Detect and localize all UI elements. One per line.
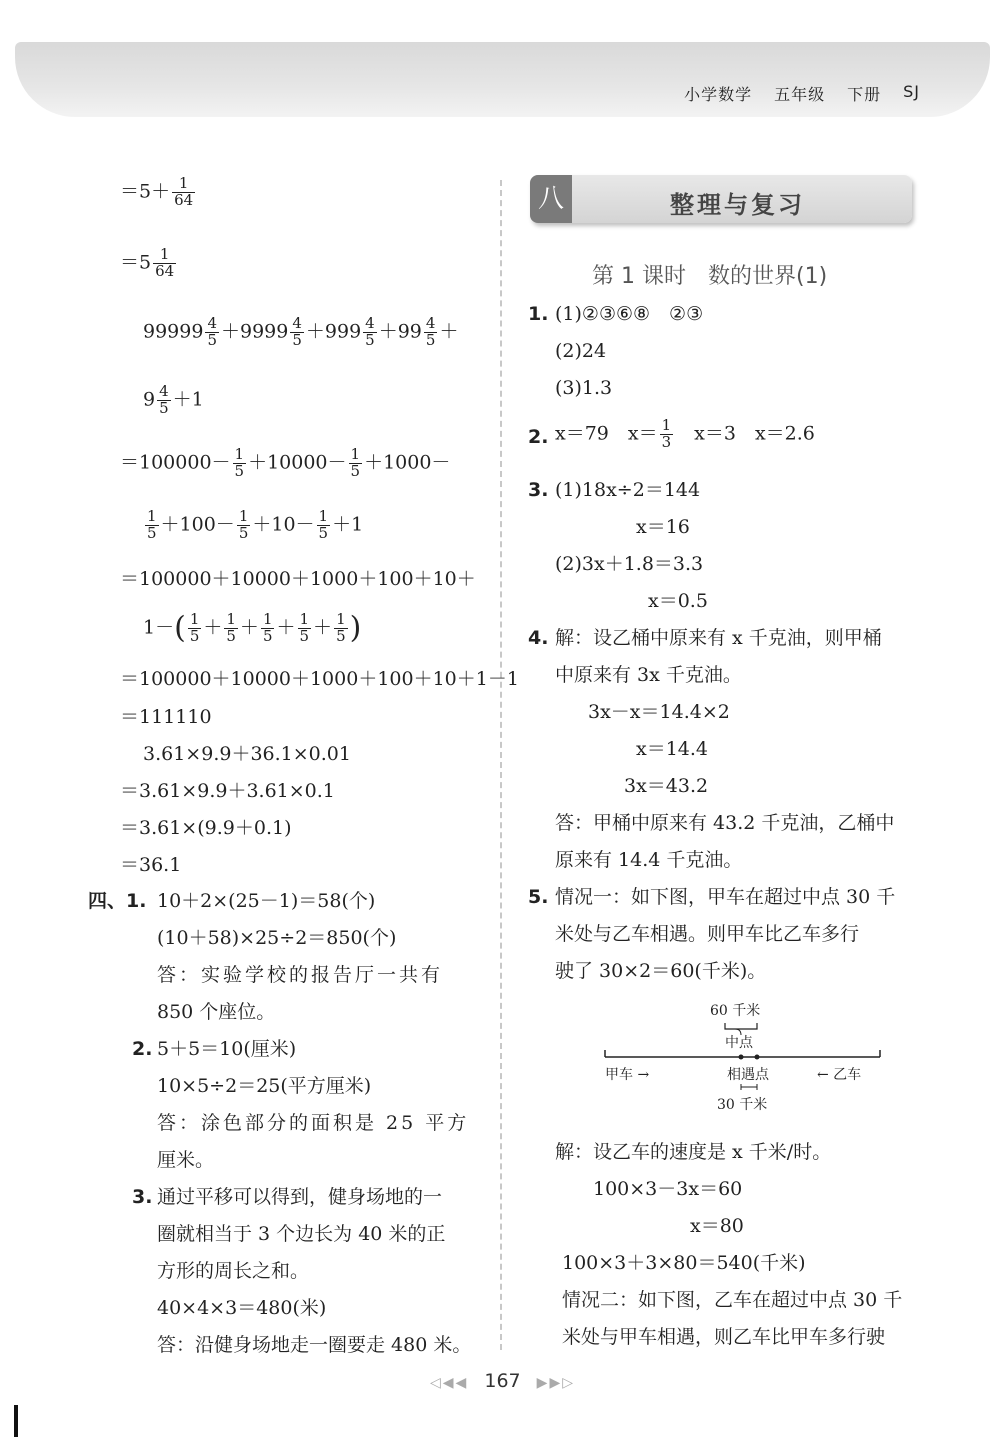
distance-diagram <box>595 995 895 1125</box>
r1-line-a: (1)②③⑥⑧ ②③ <box>555 303 704 325</box>
diagram-right-label: ← 乙车 <box>817 1067 862 1083</box>
q4-2-label: 2. <box>132 1038 153 1060</box>
r4-answer-cont: 原来有 14.4 千克油。 <box>555 849 743 871</box>
r-question-5-label: 5. <box>528 886 549 908</box>
diagram-bottom-marker <box>741 1084 757 1090</box>
section-number: 八 <box>530 175 572 223</box>
diagram-top-bracket <box>725 1023 757 1029</box>
diagram-top-label: 60 千米 <box>710 1003 761 1019</box>
diagram-mid-label: 中点 <box>725 1035 753 1051</box>
calc-line-4: 9 $\frac{4}{5}$ ＋1 <box>143 382 204 417</box>
calc-line-9: ＝100000＋10000＋1000＋100＋10＋1－1 <box>120 668 519 690</box>
r3-line-a: (1)18x÷2＝144 <box>555 479 701 501</box>
section-title: 整理与复习 <box>670 191 805 219</box>
r3-line-b: x＝16 <box>636 516 690 538</box>
r3-line-c: (2)3x＋1.8＝3.3 <box>555 553 704 575</box>
calc-line-10: ＝111110 <box>120 706 212 728</box>
q4-3-line-d: 40×4×3＝480(米) <box>157 1297 327 1319</box>
q4-2-answer-cont: 厘米。 <box>157 1149 215 1171</box>
margin-bar <box>14 1405 18 1437</box>
r5-line-f: x＝80 <box>690 1215 744 1237</box>
calc-line-2: ＝5 $\frac{1}{64}$ <box>120 245 175 280</box>
r-question-3-label: 3. <box>528 479 549 501</box>
r5-line-a: 情况一：如下图，甲车在超过中点 30 千 <box>555 886 896 908</box>
r5-line-d: 解：设乙车的速度是 x 千米/时。 <box>555 1141 832 1163</box>
r4-line-e: 3x＝43.2 <box>624 775 709 797</box>
r5-line-g: 100×3＋3×80＝540(千米) <box>562 1252 806 1274</box>
diagram-meet-label: 相遇点 <box>727 1067 769 1083</box>
header-info <box>684 82 920 105</box>
r5-line-e: 100×3－3x＝60 <box>593 1178 743 1200</box>
r-question-2-label: 2. <box>528 426 549 448</box>
r-question-1-label: 1. <box>528 303 549 325</box>
calc-line-11: 3.61×9.9＋36.1×0.01 <box>143 743 351 765</box>
diagram-meeting-dot <box>755 1055 760 1060</box>
header-edition: SJ <box>903 82 920 101</box>
r4-answer: 答：甲桶中原来有 43.2 千克油，乙桶中 <box>555 812 895 834</box>
page-number: 167 <box>484 1370 521 1392</box>
q4-2-answer: 答：涂色部分的面积是 25 平方 <box>157 1112 470 1134</box>
question-4-label: 四、1. <box>88 890 147 912</box>
r-question-4-label: 4. <box>528 627 549 649</box>
header-grade: 五年级 <box>774 85 826 104</box>
q4-1-answer-cont: 850 个座位。 <box>157 1001 276 1023</box>
r5-line-i: 米处与甲车相遇，则乙车比甲车多行驶 <box>562 1326 886 1348</box>
calc-line-13: ＝3.61×(9.9＋0.1) <box>120 817 292 839</box>
lesson-title: 第 1 课时 数的世界(1) <box>592 264 828 289</box>
calc-line-5: ＝100000－ $\frac{1}{5}$ ＋10000－ $\frac{1}{5}$ ＋1000－ <box>120 445 451 480</box>
r4-line-b: 中原来有 3x 千克油。 <box>555 664 742 686</box>
r5-line-h: 情况二：如下图，乙车在超过中点 30 千 <box>562 1289 903 1311</box>
diagram-left-label: 甲车 → <box>605 1067 650 1083</box>
calc-line-6: $\frac{1}{5}$ ＋100－ $\frac{1}{5}$ ＋10－ $\frac{1}{5}$ ＋1 <box>147 507 364 542</box>
page-number-row <box>430 1370 575 1392</box>
r4-line-d: x＝14.4 <box>636 738 709 760</box>
calc-line-12: ＝3.61×9.9＋3.61×0.1 <box>120 780 335 802</box>
q4-1-line-a: 10＋2×(25－1)＝58(个) <box>157 890 376 912</box>
q4-3-line-c: 方形的周长之和。 <box>157 1260 310 1282</box>
next-arrows-icon: ▶▶▷ <box>536 1375 575 1391</box>
r1-line-c: (3)1.3 <box>555 377 613 399</box>
q4-3-line-b: 圈就相当于 3 个边长为 40 米的正 <box>157 1223 446 1245</box>
header-volume: 下册 <box>847 85 882 104</box>
header-band <box>15 42 990 117</box>
q4-3-line-a: 通过平移可以得到，健身场地的一 <box>157 1186 443 1208</box>
q4-2-line-b: 10×5÷2＝25(平方厘米) <box>157 1075 372 1097</box>
r2-line: x＝79 x＝ $\frac{1}{3}$ x＝3 x＝2.6 <box>555 416 815 451</box>
r5-line-b: 米处与乙车相遇。则甲车比乙车多行 <box>555 923 860 945</box>
r4-line-c: 3x－x＝14.4×2 <box>588 701 730 723</box>
section-header <box>530 175 912 223</box>
r1-line-b: (2)24 <box>555 340 607 362</box>
calc-line-7: ＝100000＋10000＋1000＋100＋10＋ <box>120 568 476 590</box>
header-subject: 小学数学 <box>684 85 753 104</box>
calc-line-1: ＝5＋ $\frac{1}{64}$ <box>120 174 194 209</box>
calc-line-8: 1－( $\frac{1}{5}$ ＋ $\frac{1}{5}$ ＋ $\frac{1}{5}$ ＋ $\frac{1}{5}$ ＋ $\frac{1}{5}$ ) <box>143 610 362 646</box>
calc-line-3: 99999 $\frac{4}{5}$ ＋9999 $\frac{4}{5}$ ＋999 $\frac{4}{5}$ ＋99 $\frac{4}{5}$ ＋ <box>143 314 459 349</box>
q4-3-label: 3. <box>132 1186 153 1208</box>
column-divider <box>500 180 502 1350</box>
r4-line-a: 解：设乙桶中原来有 x 千克油，则甲桶 <box>555 627 882 649</box>
diagram-midpoint-dot <box>739 1055 744 1060</box>
diagram-bottom-label: 30 千米 <box>717 1097 768 1113</box>
calc-line-14: ＝36.1 <box>120 854 182 876</box>
q4-1-line-b: (10＋58)×25÷2＝850(个) <box>157 927 397 949</box>
prev-arrows-icon: ◁◀◀ <box>430 1375 469 1391</box>
q4-2-line-a: 5＋5＝10(厘米) <box>157 1038 297 1060</box>
q4-3-answer: 答：沿健身场地走一圈要走 480 米。 <box>157 1334 472 1356</box>
q4-1-answer: 答：实验学校的报告厅一共有 <box>157 964 444 986</box>
r3-line-d: x＝0.5 <box>648 590 708 612</box>
r5-line-c: 驶了 30×2＝60(千米)。 <box>555 960 767 982</box>
